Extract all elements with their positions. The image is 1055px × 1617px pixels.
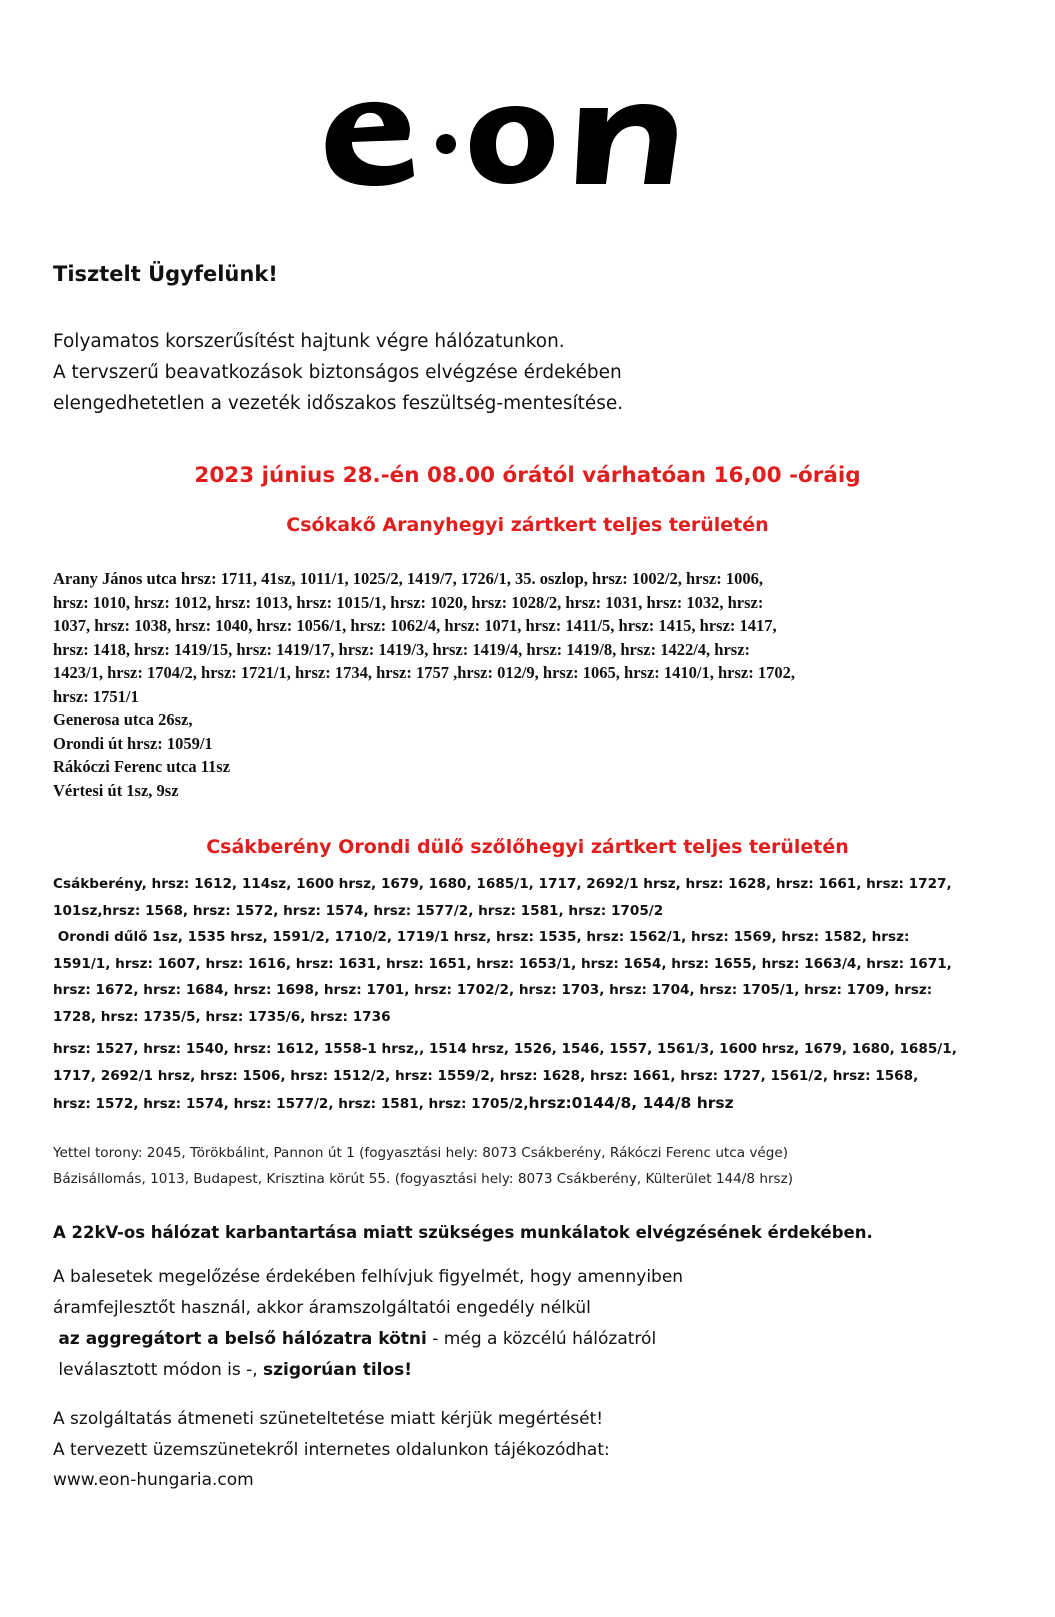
address-line: hrsz: 1010, hrsz: 1012, hrsz: 1013, hrsz: 1015/1, hrsz: 1020, hrsz: 1028/2, hrsz: 1031, hrsz: 1032, hrsz: xyxy=(53,592,764,612)
warning-line: áramfejlesztőt használ, akkor áramszolgáltatói engedély nélkül xyxy=(53,1298,591,1318)
generator-warning xyxy=(53,1262,683,1386)
address-line: 1728, hrsz: 1735/5, hrsz: 1735/6, hrsz: 1736 xyxy=(53,1008,391,1025)
area2-address-list-extra xyxy=(53,1036,1028,1118)
intro-paragraph xyxy=(53,326,1013,419)
address-line: hrsz: 1672, hrsz: 1684, hrsz: 1698, hrsz: 1701, hrsz: 1702/2, hrsz: 1703, hrsz: 1704, hrsz: 1705/1, hrsz: 1709, hrsz: xyxy=(53,982,933,998)
greeting-heading: Tisztelt Ügyfelünk! xyxy=(53,262,278,286)
warning-text: - még a közcélú hálózatról xyxy=(426,1329,657,1349)
address-line: Vértesi út 1sz, 9sz xyxy=(53,780,179,800)
intro-line: elengedhetetlen a vezeték időszakos feszültség-mentesítése. xyxy=(53,393,624,414)
address-line: 1591/1, hrsz: 1607, hrsz: 1616, hrsz: 1631, hrsz: 1651, hrsz: 1653/1, hrsz: 1654, hrsz: 1655, hrsz: 1663/4, hrsz: 1671, xyxy=(53,955,952,972)
area1-address-list xyxy=(53,567,1013,802)
address-line: Arany János utca hrsz: 1711, 41sz, 1011/1, 1025/2, 1419/7, 1726/1, 35. oszlop, hrsz: 1002/2, hrsz: 1006, xyxy=(53,569,763,588)
address-line: hrsz: 1751/1 xyxy=(53,686,139,706)
address-line: hrsz: 1418, hrsz: 1419/15, hrsz: 1419/17, hrsz: 1419/3, hrsz: 1419/4, hrsz: 1419/8, hrsz: 1422/4, hrsz: xyxy=(53,639,751,659)
consumer-list xyxy=(53,1140,793,1192)
address-line: Csákberény, hrsz: 1612, 114sz, 1600 hrsz, 1679, 1680, 1685/1, 1717, 2692/1 hrsz, hrsz: 1628, hrsz: 1661, hrsz: 1727, xyxy=(53,876,952,892)
consumer-line: Yettel torony: 2045, Törökbálint, Pannon út 1 (fogyasztási hely: 8073 Csákberény, Rákóczi Ferenc utca vége) xyxy=(53,1145,789,1161)
address-line: Generosa utca 26sz, xyxy=(53,710,193,729)
closing-line: A tervezett üzemszünetekről internetes oldalunkon tájékozódhat: xyxy=(53,1439,610,1460)
address-line: 101sz,hrsz: 1568, hrsz: 1572, hrsz: 1574, hrsz: 1577/2, hrsz: 1581, hrsz: 1705/2 xyxy=(53,902,664,919)
outage-date-title: 2023 június 28.-én 08.00 órától várhatóan 16,00 -óráig xyxy=(194,463,861,488)
area2-address-list xyxy=(53,871,1028,1030)
warning-text: leválasztott módon is -, xyxy=(58,1360,264,1380)
address-line xyxy=(53,1090,1028,1118)
address-line: 1717, 2692/1 hrsz, hrsz: 1506, hrsz: 1512/2, hrsz: 1559/2, hrsz: 1628, hrsz: 1661, hrsz: 1727, 1561/2, hrsz: 1568, xyxy=(53,1068,919,1084)
consumer-line: Bázisállomás, 1013, Budapest, Krisztina körút 55. (fogyasztási hely: 8073 Csákberény, Külterület 144/8 hrsz) xyxy=(53,1171,794,1187)
area2-title: Csákberény Orondi dülő szőlőhegyi zártkert teljes területén xyxy=(206,836,849,858)
intro-line: A tervszerű beavatkozások biztonságos elvégzése érdekében xyxy=(53,362,622,383)
address-line-part: hrsz:0144/8, 144/8 hrsz xyxy=(528,1094,734,1112)
address-line: Orondi út hrsz: 1059/1 xyxy=(53,733,213,753)
address-line: Orondi dűlő 1sz, 1535 hrsz, 1591/2, 1710/2, 1719/1 hrsz, hrsz: 1535, hrsz: 1562/1, hrsz: 1569, hrsz: 1582, hrsz: xyxy=(53,929,910,945)
intro-line: Folyamatos korszerűsítést hajtunk végre hálózatunkon. xyxy=(53,331,565,352)
closing-line: A szolgáltatás átmeneti szüneteltetése miatt kérjük megértését! xyxy=(53,1409,604,1429)
area1-title: Csókakő Aranyhegyi zártkert teljes területén xyxy=(286,514,769,536)
warning-line xyxy=(53,1355,683,1386)
eon-logo-graphic xyxy=(318,80,698,198)
address-line: Rákóczi Ferenc utca 11sz xyxy=(53,757,231,776)
address-line: 1423/1, hrsz: 1704/2, hrsz: 1721/1, hrsz: 1734, hrsz: 1757 ,hrsz: 012/9, hrsz: 1065, hrsz: 1410/1, hrsz: 1702, xyxy=(53,663,795,682)
maintenance-notice: A 22kV-os hálózat karbantartása miatt szükséges munkálatok elvégzésének érdekében. xyxy=(53,1223,873,1242)
warning-line: A balesetek megelőzése érdekében felhívjuk figyelmét, hogy amennyiben xyxy=(53,1267,684,1287)
warning-bold: szigorúan tilos! xyxy=(263,1360,413,1380)
website-link[interactable]: www.eon-hungaria.com xyxy=(53,1470,254,1490)
address-line: hrsz: 1527, hrsz: 1540, hrsz: 1612, 1558-1 hrsz,, 1514 hrsz, 1526, 1546, 1557, 1561/3, 1600 hrsz, 1679, 1680, 1685/1, xyxy=(53,1041,957,1057)
closing-paragraph xyxy=(53,1404,610,1496)
address-line: 1037, hrsz: 1038, hrsz: 1040, hrsz: 1056/1, hrsz: 1062/4, hrsz: 1071, hrsz: 1411/5, hrsz: 1415, hrsz: 1417, xyxy=(53,616,777,635)
address-line-part: hrsz: 1572, hrsz: 1574, hrsz: 1577/2, hrsz: 1581, hrsz: 1705/2, xyxy=(53,1096,529,1112)
warning-bold: az aggregátort a belső hálózatra kötni xyxy=(58,1329,427,1349)
eon-logo xyxy=(318,80,698,198)
warning-line xyxy=(53,1324,683,1355)
